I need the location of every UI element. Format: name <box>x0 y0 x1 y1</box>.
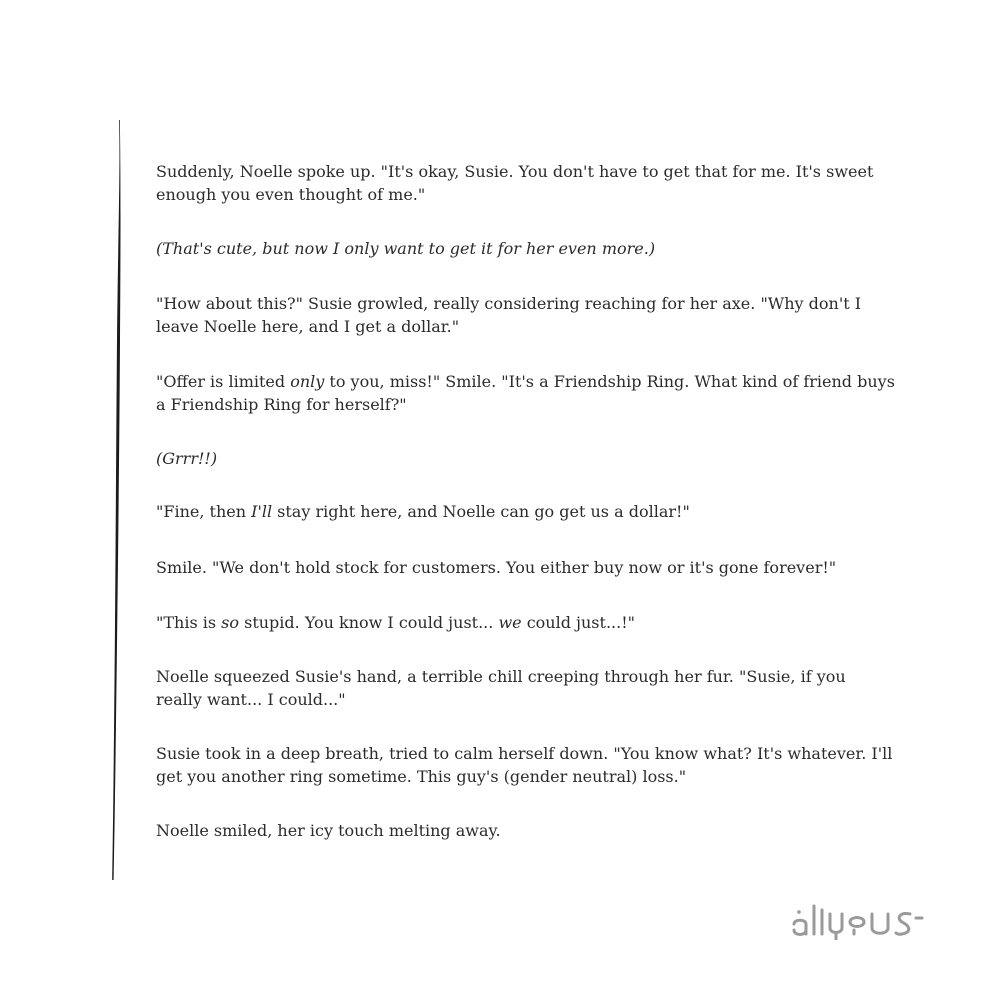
paragraph-text: Suddenly, Noelle spoke up. "It's okay, Susie. You don't have to get that for me. It's sweet enough you even thought of me." <box>156 162 874 204</box>
paragraph <box>156 292 896 338</box>
allyous-logo <box>790 900 932 940</box>
paragraph-text: "Offer is limited <box>156 372 291 391</box>
paragraph-text: (That's cute, but now I only want to get it for her even more.) <box>156 239 656 258</box>
paragraph-text: stupid. You know I could just... <box>239 613 499 632</box>
paragraph-thought <box>156 237 896 260</box>
paragraph <box>156 500 896 523</box>
paragraph-text: Noelle smiled, her icy touch melting away. <box>156 821 501 840</box>
emphasis-text: I'll <box>251 502 273 521</box>
paragraph <box>156 556 896 579</box>
paragraph <box>156 160 896 206</box>
emphasis-text: we <box>498 613 522 632</box>
emphasis-text: so <box>221 613 240 632</box>
paragraph-text: (Grrr!!) <box>156 449 218 468</box>
paragraph-text: Smile. "We don't hold stock for customers. You either buy now or it's gone forever!" <box>156 558 837 577</box>
paragraph-text: "This is <box>156 613 222 632</box>
paragraph <box>156 819 896 842</box>
paragraph <box>156 611 896 634</box>
paragraph-text: Susie took in a deep breath, tried to calm herself down. "You know what? It's whatever. I'll get you another ring sometime. This guy's (gender neutral) loss." <box>156 744 893 786</box>
paragraph-text: "How about this?" Susie growled, really considering reaching for her axe. "Why don't I leave Noelle here, and I get a dollar." <box>156 294 862 336</box>
paragraph-text: could just...!" <box>521 613 635 632</box>
paragraph <box>156 665 896 711</box>
paragraph-text: Noelle squeezed Susie's hand, a terrible chill creeping through her fur. "Susie, if you really want... I could..." <box>156 667 846 709</box>
paragraph-text: stay right here, and Noelle can go get us a dollar!" <box>272 502 690 521</box>
paragraph <box>156 370 896 416</box>
emphasis-text: only <box>290 372 325 391</box>
paragraph-thought <box>156 447 896 470</box>
paragraph <box>156 742 896 788</box>
paragraph-text: to you, miss!" Smile. "It's a Friendship Ring. What kind of friend buys a Friendship Ring for herself?" <box>156 372 895 414</box>
margin-brush-stroke <box>108 120 124 880</box>
paragraph-text: "Fine, then <box>156 502 252 521</box>
